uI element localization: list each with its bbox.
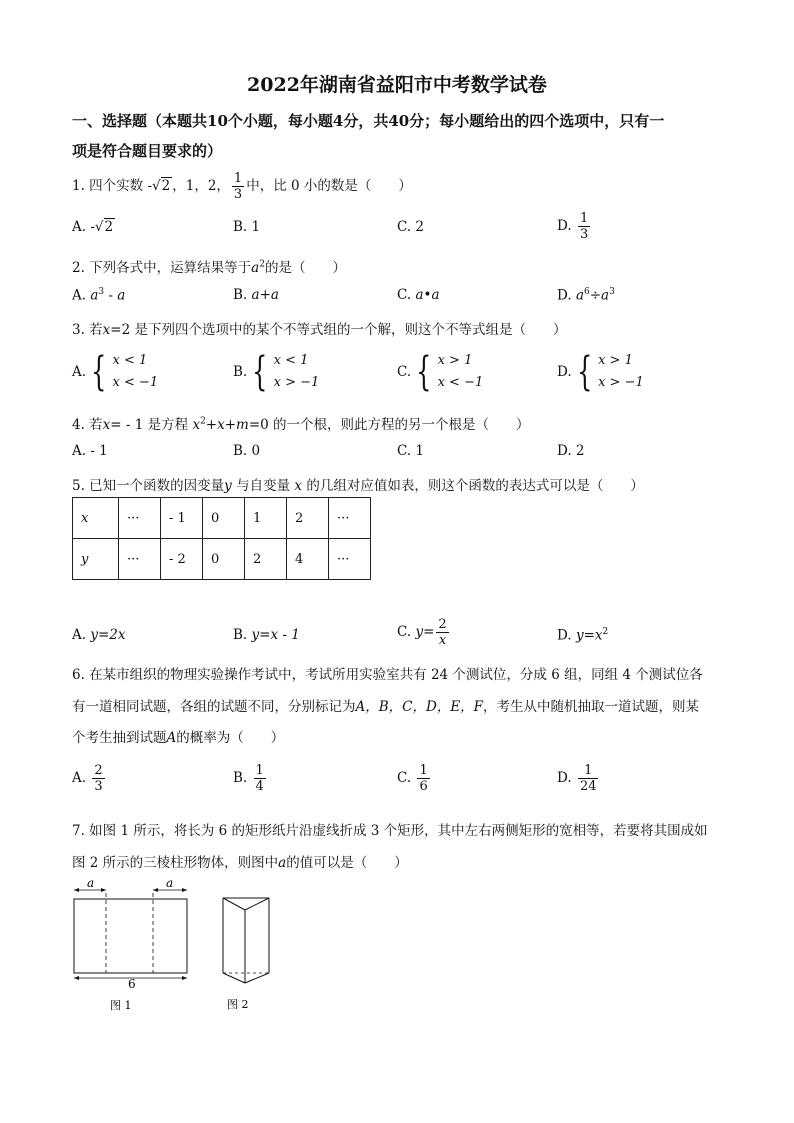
q1-mid: ，1，2， <box>172 178 230 194</box>
question-6-line1: 6. 在某市组织的物理实验操作考试中，考试所用实验室共有 24 个测试位，分成 6 组，同组 4 个测试位各 <box>72 667 703 683</box>
prism-edge <box>245 973 269 983</box>
value-table <box>72 497 371 580</box>
fraction: $\frac{1}{3}$ <box>579 211 589 242</box>
q5-option-c: C. y= $\frac{2}{x}$ <box>397 617 447 648</box>
label-6: 6 <box>128 977 136 991</box>
paper-rectangle <box>74 899 187 973</box>
q1-option-a: A. -√2 <box>72 219 114 235</box>
fraction: $\frac{1}{24}$ <box>579 763 597 794</box>
table-cell: ··· <box>329 539 371 580</box>
q4-option-c: C. 1 <box>397 443 425 459</box>
q2-option-c: C. a•a <box>397 287 440 303</box>
arrow-head <box>182 976 187 980</box>
figure-2-triangular-prism <box>215 890 285 1020</box>
arrow-head <box>74 976 79 980</box>
sqrt-symbol: √2 <box>94 219 114 235</box>
figure-1-rectangle-diagram <box>60 875 210 1020</box>
section-heading-line1: 一、选择题（本题共10个小题，每小题4分，共40分；每小题给出的四个选项中，只有一 <box>72 112 665 130</box>
table-cell: y <box>73 539 119 580</box>
table-cell: ··· <box>119 539 161 580</box>
table-cell: - 1 <box>161 498 203 539</box>
question-1 <box>72 171 412 202</box>
q5-option-a: A. y=2x <box>72 627 126 643</box>
table-cell: 0 <box>203 498 245 539</box>
table-cell: 2 <box>287 498 329 539</box>
table-cell: 2 <box>245 539 287 580</box>
inequality-system: { x < 1 x < −1 <box>91 349 159 395</box>
page-title: 2022年湖南省益阳市中考数学试卷 <box>247 74 547 96</box>
prism-edge <box>223 973 245 983</box>
question-4: 4. 若x= - 1 是方程 $x^2+x+m=0$ 的一个根，则此方程的另一个根是（ ） <box>72 416 530 433</box>
q3-option-c: C. { x > 1 x < −1 <box>397 349 484 395</box>
inequality-system: { x > 1 x < −1 <box>416 349 484 395</box>
q1-prefix: 1. 四个实数 - <box>72 178 153 194</box>
inequality-system: { x < 1 x > −1 <box>252 349 320 395</box>
table-cell: 0 <box>203 539 245 580</box>
table-cell: ··· <box>329 498 371 539</box>
table-cell: - 2 <box>161 539 203 580</box>
table-row <box>73 539 371 580</box>
q5-option-b: B. y=x - 1 <box>233 627 300 643</box>
prism-top-face <box>223 898 269 910</box>
inequality-system: { x > 1 x > −1 <box>576 349 644 395</box>
q3-option-a: A. { x < 1 x < −1 <box>72 349 159 395</box>
question-6-line3: 个考生抽到试题A的概率为（ ） <box>72 730 285 746</box>
q2-option-d: D. $a^6\div a^3$ <box>557 287 615 304</box>
q5-option-d: D. $y=x^2$ <box>557 627 609 644</box>
fraction: $\frac{1}{3}$ <box>233 171 243 202</box>
fraction: $\frac{1}{6}$ <box>419 763 428 794</box>
question-7-line1: 7. 如图 1 所示，将长为 6 的矩形纸片沿虚线折成 3 个矩形，其中左右两侧矩形的宽相等，若要将其围成如 <box>72 823 708 839</box>
q6-option-c: C. $\frac{1}{6}$ <box>397 763 428 794</box>
arrow-head <box>153 888 158 892</box>
q3-option-d: D. { x > 1 x > −1 <box>557 349 644 395</box>
table-row <box>73 498 371 539</box>
question-7-line2: 图 2 所示的三棱柱形物体，则图中a的值可以是（ ） <box>72 855 408 871</box>
table-cell: 4 <box>287 539 329 580</box>
q2-option-a: A. $a^3$ - a <box>72 287 126 304</box>
question-5: 5. 已知一个函数的因变量y 与自变量 x 的几组对应值如表，则这个函数的表达式可以是（ ） <box>72 478 644 494</box>
question-6-line2: 有一道相同试题，各组的试题不同，分别标记为A，B，C，D，E，F，考生从中随机抽取一道试题，则某 <box>72 699 700 715</box>
label-a-left: a <box>87 876 95 890</box>
figure-1-caption: 图 1 <box>110 999 132 1012</box>
table-cell: 1 <box>245 498 287 539</box>
fraction: $\frac{2}{3}$ <box>94 763 103 794</box>
figure-2-caption: 图 2 <box>227 998 249 1011</box>
sqrt-symbol: √2 <box>152 178 171 194</box>
arrow-head <box>182 888 187 892</box>
q4-option-a: A. - 1 <box>72 443 108 459</box>
table-cell: ··· <box>119 498 161 539</box>
fraction: $\frac{1}{4}$ <box>255 763 264 794</box>
q2-option-b: B. a+a <box>233 287 279 303</box>
q6-option-a: A. $\frac{2}{3}$ <box>72 763 103 794</box>
q3-option-b: B. { x < 1 x > −1 <box>233 349 320 395</box>
label-a-right: a <box>166 876 174 890</box>
q4-option-d: D. 2 <box>557 443 585 459</box>
fraction: $\frac{2}{x}$ <box>438 617 447 648</box>
question-2: 2. 下列各式中，运算结果等于$a^2$的是（ ） <box>72 259 346 276</box>
q1-option-d: D. $\frac{1}{3}$ <box>557 211 589 242</box>
section-heading-line2: 项是符合题目要求的） <box>72 142 223 160</box>
q1-option-c: C. 2 <box>397 219 425 235</box>
arrow-head <box>74 888 79 892</box>
q1-option-b: B. 1 <box>233 219 261 235</box>
q1-suffix: 中，比 0 小的数是（ ） <box>246 178 412 194</box>
question-3: 3. 若x=2 是下列四个选项中的某个不等式组的一个解，则这个不等式组是（ ） <box>72 322 567 338</box>
arrow-head <box>101 888 106 892</box>
q4-option-b: B. 0 <box>233 443 261 459</box>
q6-option-d: D. $\frac{1}{24}$ <box>557 763 597 794</box>
q6-option-b: B. $\frac{1}{4}$ <box>233 763 264 794</box>
table-cell: x <box>73 498 119 539</box>
